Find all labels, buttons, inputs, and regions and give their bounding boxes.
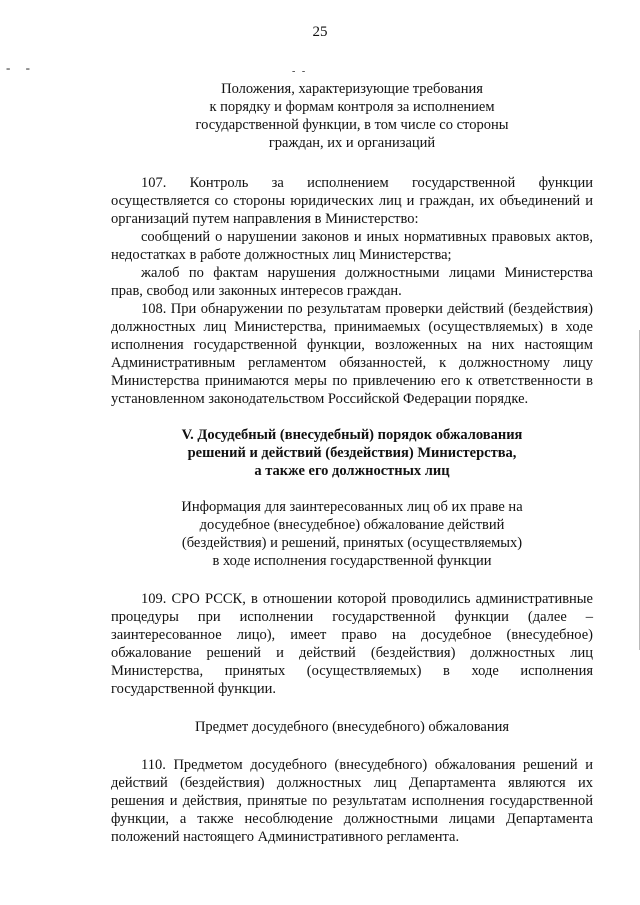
subject-heading: Предмет досудебного (внесудебного) обжалования	[194, 719, 510, 735]
info-heading-line: (бездействия) и решений, принятых (осуществляемых)	[181, 535, 523, 551]
section-v-title-line: а также его должностных лиц	[254, 463, 450, 479]
provisions-heading-line: граждан, их и организаций	[268, 135, 436, 151]
info-heading	[111, 498, 593, 570]
provisions-heading-line: Положения, характеризующие требования	[221, 81, 483, 97]
info-heading-line: Информация для заинтересованных лиц об их праве на	[181, 499, 523, 515]
scan-artifact-mark-small: - -	[292, 66, 308, 77]
page-number: 25	[312, 24, 328, 40]
paragraph-109: 109. СРО РССК, в отношении которой проводились административные процедуры при исполнении государственной функции (далее – заинтересованное лицо), имеет право на досудебное (внесудебное) обжалование решений и действий (бездействия) должностных лиц Министерства, принятых (осуществляемых) в ходе исполнения государственной функции.	[111, 591, 593, 697]
paragraph-107-item-messages: сообщений о нарушении законов и иных нормативных правовых актов, недостатках в работе должностных лиц Министерства;	[111, 229, 593, 263]
scan-artifact-mark: - -	[6, 60, 36, 75]
paragraph-110: 110. Предметом досудебного (внесудебного) обжалования решений и действий (бездействия) должностных лиц Департамента являются их решения и действия, принятые по результатам исполнения государственной функции, а также несоблюдение должностными лицами Департамента положений настоящего Административного регламента.	[111, 757, 593, 845]
page-content	[111, 80, 593, 846]
provisions-heading-line: государственной функции, в том числе со стороны	[195, 117, 509, 133]
paragraph-107: 107. Контроль за исполнением государственной функции осуществляется со стороны юридических лиц и граждан, их объединений и организаций путем направления в Министерство:	[111, 175, 593, 227]
paragraph-108: 108. При обнаружении по результатам проверки действий (бездействия) должностных лиц Министерства, принимаемых (осуществляемых) в ходе исполнения государственной функции, возложенных на них настоящим Административным регламентом обязанностей, к должностному лицу Министерства принимаются меры по привлечению его к ответственности в установленном законодательством Российской Федерации порядке.	[111, 301, 593, 407]
section-v-title-line: решений и действий (бездействия) Министерства,	[187, 445, 517, 461]
provisions-heading-line: к порядку и формам контроля за исполнением	[209, 99, 495, 115]
info-heading-line: досудебное (внесудебное) обжалование действий	[199, 517, 505, 533]
info-heading-line: в ходе исполнения государственной функции	[212, 553, 492, 569]
section-v-title-line: V. Досудебный (внесудебный) порядок обжалования	[181, 427, 523, 443]
paragraph-107-item-complaints: жалоб по фактам нарушения должностными лицами Министерства прав, свобод или законных интересов граждан.	[111, 265, 593, 299]
section-v-title	[111, 426, 593, 480]
provisions-heading	[111, 80, 593, 152]
